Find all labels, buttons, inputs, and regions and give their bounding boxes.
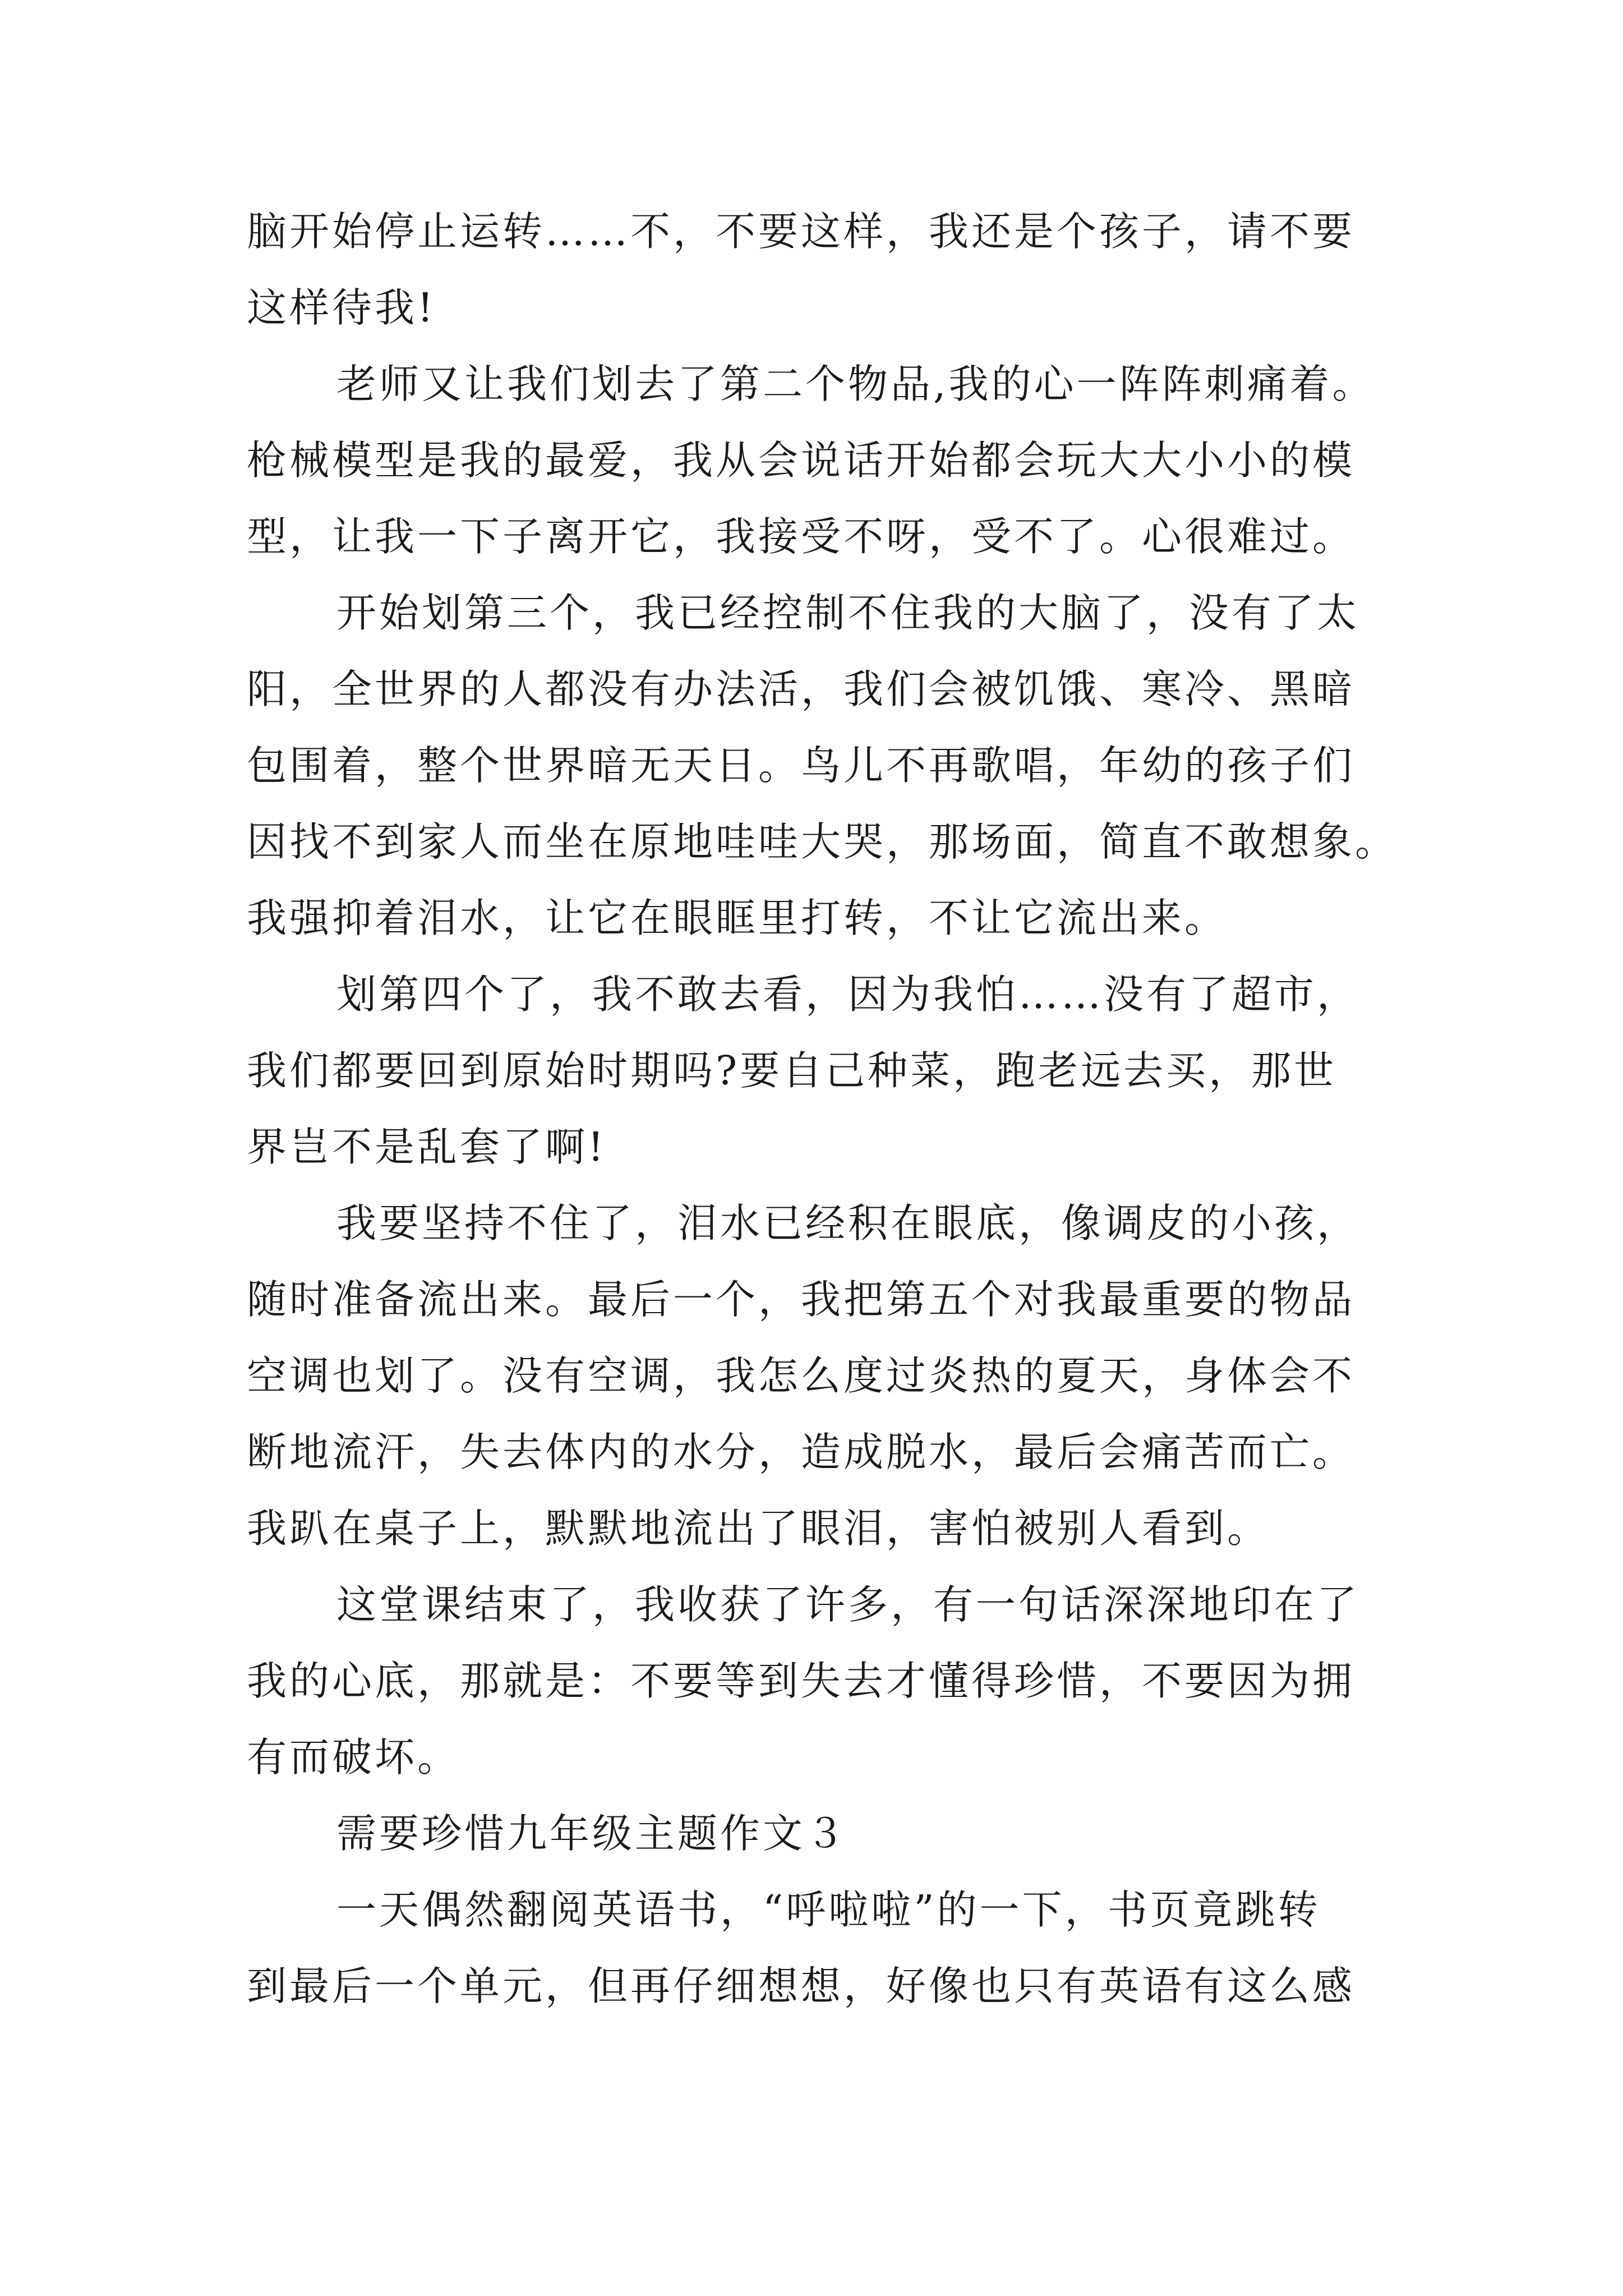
text-line: 有而破坏。 [247, 1734, 460, 1780]
text-line: 老师又让我们划去了第二个物品,我的心一阵阵刺痛着。 [336, 361, 1375, 407]
text-line: 开始划第三个，我已经控制不住我的大脑了，没有了太 [336, 590, 1360, 636]
text-line: 断地流汗，失去体内的水分，造成脱水，最后会痛苦而亡。 [247, 1429, 1355, 1475]
text-line: 我们都要回到原始时期吗?要自己种菜，跑老远去买，那世 [247, 1047, 1337, 1094]
text-line: 这样待我! [247, 284, 436, 331]
text-line: 随时准备流出来。最后一个，我把第五个对我最重要的物品 [247, 1276, 1355, 1323]
text-line: 型，让我一下子离开它，我接受不呀，受不了。心很难过。 [247, 513, 1355, 560]
text-line: 空调也划了。没有空调，我怎么度过炎热的夏天，身体会不 [247, 1352, 1355, 1399]
text-line: 因找不到家人而坐在原地哇哇大哭，那场面，简直不敢想象。 [247, 818, 1398, 865]
text-line: 需要珍惜九年级主题作文３ [336, 1810, 849, 1857]
text-line: 这堂课结束了，我收获了许多，有一句话深深地印在了 [336, 1581, 1360, 1628]
text-line: 到最后一个单元，但再仔细想想，好像也只有英语有这么感 [247, 1963, 1355, 2009]
text-line: 脑开始停止运转……不，不要这样，我还是个孩子，请不要 [247, 208, 1355, 255]
text-line: 包围着，整个世界暗无天日。鸟儿不再歌唱，年幼的孩子们 [247, 742, 1355, 789]
text-line: 我要坚持不住了，泪水已经积在眼底，像调皮的小孩， [336, 1200, 1360, 1246]
text-line: 我的心底，那就是：不要等到失去才懂得珍惜，不要因为拥 [247, 1658, 1355, 1704]
text-line: 枪械模型是我的最爱，我从会说话开始都会玩大大小小的模 [247, 437, 1355, 484]
text-line: 阳，全世界的人都没有办法活，我们会被饥饿、寒冷、黑暗 [247, 666, 1355, 712]
text-line: 我强抑着泪水，让它在眼眶里打转，不让它流出来。 [247, 895, 1228, 941]
essay-text [247, 194, 1436, 2024]
text-line: 划第四个了，我不敢去看，因为我怕……没有了超市， [336, 971, 1360, 1018]
text-line: 一天偶然翻阅英语书，“呼啦啦”的一下，书页竟跳转 [336, 1887, 1321, 1933]
text-line: 我趴在桌子上，默默地流出了眼泪，害怕被别人看到。 [247, 1505, 1270, 1552]
text-line: 界岂不是乱套了啊! [247, 1124, 607, 1170]
